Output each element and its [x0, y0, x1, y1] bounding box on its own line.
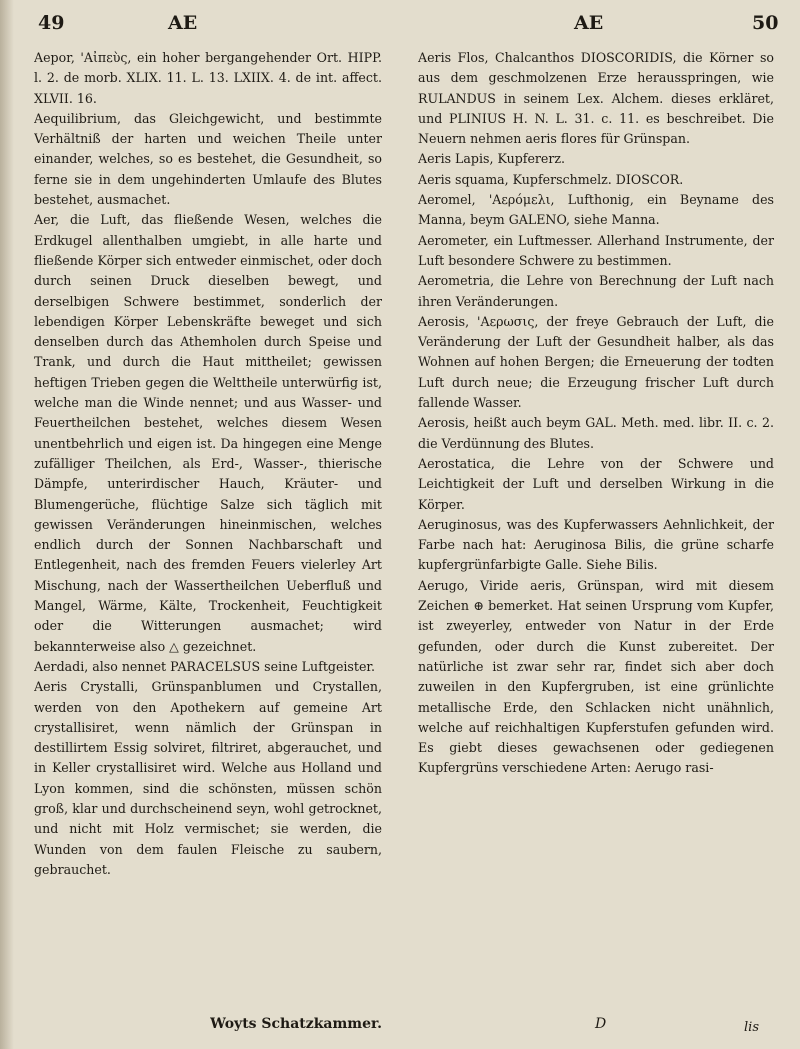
entry-aerometria: Aerometria, die Lehre von Berechnung der Luft nach ihren Veränderungen. [418, 273, 774, 309]
right-column [418, 48, 774, 1038]
entry-aeromel: Aeromel, 'Αερόμελι, Lufthonig, ein Beyname des Manna, beym GALENO, siehe Manna. [418, 192, 774, 228]
right-page-number: 50 [752, 12, 779, 34]
right-footer-catchword: lis [744, 1020, 759, 1035]
entry-aerdadi: Aerdadi, also nennet PARACELSUS seine Luftgeister. [34, 658, 376, 674]
signature-mark: D [595, 1016, 607, 1032]
entry-aerosis: Aerosis, 'Αερωσις, der freye Gebrauch der Luft, die Veränderung der Luft der Gesundheit halber, als das Wohnen auf hohen Bergen; die Erneuerung der todten Luft durch neue; die Erzeugung frischer Luft durch fallende Wasser. [418, 313, 774, 411]
entry-aeris-lapis: Aeris Lapis, Kupfererz. [418, 151, 566, 167]
entry-aerostatica: Aerostatica, die Lehre von der Schwere und Leichtigkeit der Luft und derselben Wirkung in die Körper. [418, 455, 774, 512]
left-page-number: 49 [38, 12, 65, 34]
left-running-title: AE [168, 12, 198, 34]
entry-aerometer: Aerometer, ein Luftmesser. Allerhand Instrumente, der Luft besondere Schwere zu bestimmen. [418, 232, 774, 268]
entry-aerosis-gal: Aerosis, heißt auch beym GAL. Meth. med. libr. II. c. 2. die Verdünnung des Blutes. [418, 415, 774, 451]
page-gutter-shadow [0, 0, 14, 1049]
entry-aequilibrium: Aequilibrium, das Gleichgewicht, und bestimmte Verhältniß der harten und weichen Theile unter einander, welches, so es bestehet, die Gesundheit, so ferne sie in dem ungehinderten Umlaufe des Blutes bestehet, ausmachet. [34, 110, 382, 208]
entry-aepor: Aepor, 'Αἰπεὺς, ein hoher bergangehender Ort. HIPP. l. 2. de morb. XLIX. 11. L. 13. LXIIX. 4. de int. affect. XLVII. 16. [34, 50, 382, 106]
entry-aeris-flos: Aeris Flos, Chalcanthos DIOSCORIDIS, die Körner so aus dem geschmolzenen Erze herausspringen, wie RULANDUS in seinem Lex. Alchem. dieses erkläret, und PLINIUS H. N. L. 31. c. 11. es beschreibet. Die Neuern nehmen aeris flores für Grünspan. [418, 50, 774, 147]
left-footer-catchword: Woyts Schatzkammer. [210, 1016, 382, 1032]
left-column [34, 48, 382, 1038]
entry-aer: Aer, die Luft, das fließende Wesen, welches die Erdkugel allenthalben umgiebt, in alle harte und fließende Körper sich entweder einmischet, oder doch durch seinen Druck dieselben bewegt, und derselbigen Schwere bestimmet, sonderlich der lebendigen Körper Lebenskräfte beweget und sich denselben durch das Athemholen durch Speise und Trank, und durch die Haut mittheilet; gewissen heftigen Trieben gegen die Welttheile unterwürfig ist, welche man die Winde nennet; und aus Wasser- und Feuertheilchen bestehet, welches diesem Wesen unentbehrlich und eigen ist. Da hingegen eine Menge zufälliger Theilchen, als Erd-, Wasser-, thierische Dämpfe, unterirdischer Hauch, Kräuter- und Blumengerüche, flüchtige Salze sich täglich mit gewissen Veränderungen hineinmischen, welches endlich durch der Sonnen Nachbarschaft und Entlegenheit, nach des fremden Feuers vielerley Art Mischung, nach der Wassertheilchen Ueberfluß und Mangel, Wärme, Kälte, Trockenheit, Feuchtigkeit oder die Witterungen ausmachet; wird bekannterweise also △ gezeichnet. [34, 212, 382, 654]
entry-aeris-squama: Aeris squama, Kupferschmelz. DIOSCOR. [418, 171, 684, 187]
entry-aeris-crystalli: Aeris Crystalli, Grünspanblumen und Crystallen, werden von den Apothekern auf gemeine Art crystallisiret, wenn nämlich der Grünspan in destillirtem Essig solviret, filtriret, abgerauchet, und in Keller crystallisiret wird. Welche aus Holland und Lyon kommen, sind die schönsten, müssen schön groß, klar und durchscheinend seyn, wohl getrocknet, und nicht mit Holz vermischet; sie werden, die Wunden von dem faulen Fleische zu saubern, gebrauchet. [34, 679, 382, 877]
right-running-title: AE [574, 12, 604, 34]
entry-aeruginosus: Aeruginosus, was des Kupferwassers Aehnlichkeit, der Farbe nach hat: Aeruginosa Bilis, die grüne scharfe kupfergrünfarbigte Galle. Siehe Bilis. [418, 516, 774, 573]
entry-aerugo: Aerugo, Viride aeris, Grünspan, wird mit diesem Zeichen ⊕ bemerket. Hat seinen Ursprung vom Kupfer, ist zweyerley, entweder von Natur in der Erde gefunden, oder durch die Kunst zubereitet. Der natürliche ist zwar sehr rar, findet sich aber doch zuweilen in den Kupfergruben, ist eine grünlichte metallische Erde, den Schlacken nicht unähnlich, welche auf reichhaltigen Kupferstufen gefunden wird. Es giebt dieses gewachsenen oder gediegenen Kupfergrüns verschiedene Arten: Aerugo rasi- [418, 577, 774, 776]
page-header [0, 12, 800, 42]
